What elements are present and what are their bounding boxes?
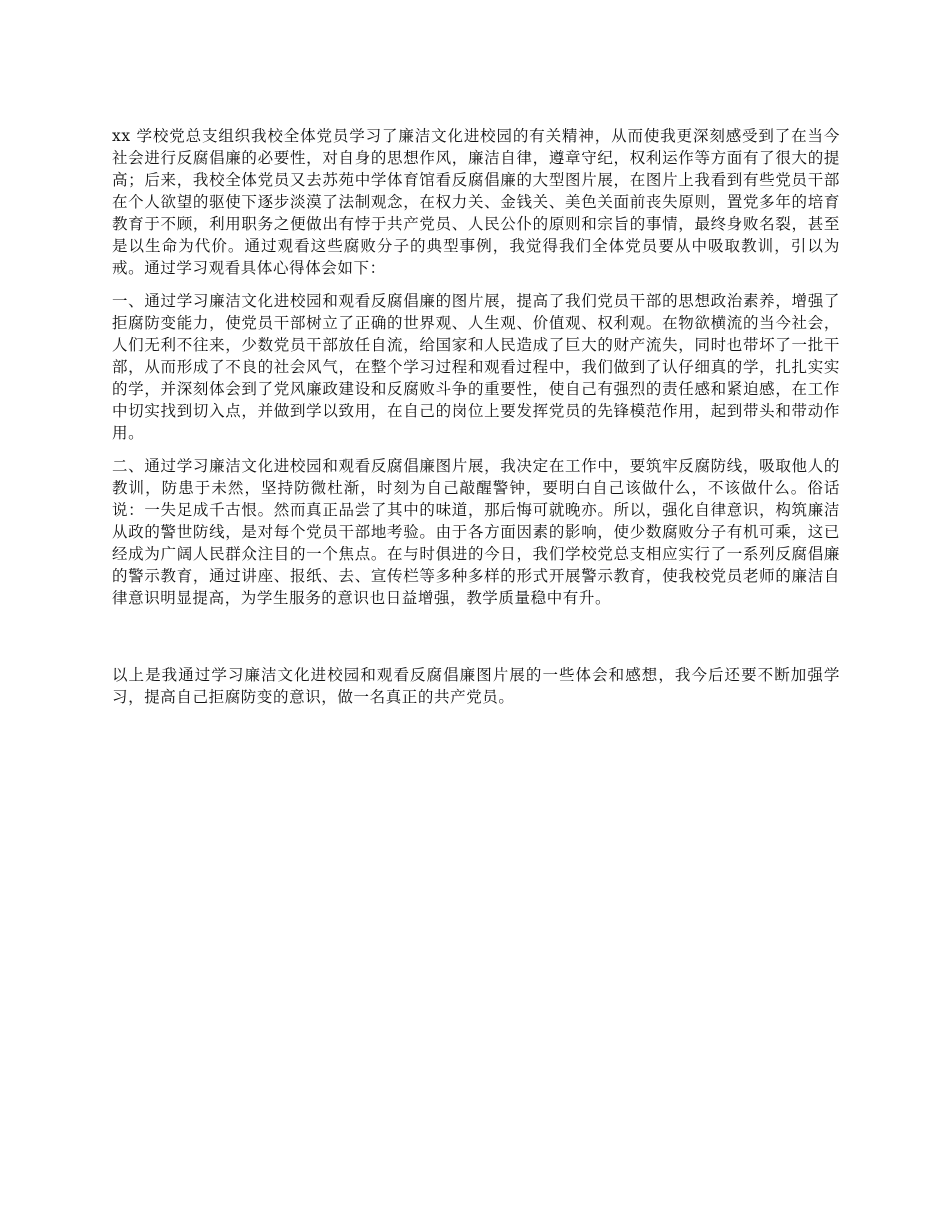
paragraph-point-two: 二、通过学习廉洁文化进校园和观看反腐倡廉图片展，我决定在工作中，要筑牢反腐防线，吸取他人的教训，防患于未然，坚持防微杜渐，时刻为自己敲醒警钟，要明白自己该做什么，不该做什么。俗话说：一失足成千古恨。然而真正品尝了其中的味道，那后悔可就晚亦。所以，强化自律意识，构筑廉洁从政的警世防线，是对每个党员干部地考验。由于各方面因素的影响，使少数腐败分子有机可乘，这已经成为广阔人民群众注目的一个焦点。在与时俱进的今日，我们学校党总支相应实行了一系列反腐倡廉的警示教育，通过讲座、报纸、去、宣传栏等多种多样的形式开展警示教育，使我校党员老师的廉洁自律意识明显提高，为学生服务的意识也日益增强，教学质量稳中有升。 xyxy=(112,457,840,607)
paragraph-spacer xyxy=(112,279,840,290)
paragraph-spacer xyxy=(112,444,840,455)
paragraph-spacer xyxy=(112,609,840,664)
paragraph-intro: xx 学校党总支组织我校全体党员学习了廉洁文化进校园的有关精神，从而使我更深刻感受到了在当今社会进行反腐倡廉的必要性，对自身的思想作风，廉洁自律，遵章守纪，权利运作等方面有了很大的提高；后来，我校全体党员又去苏苑中学体育馆看反腐倡廉的大型图片展，在图片上我看到有些党员干部在个人欲望的驱使下逐步淡漠了法制观念，在权力关、金钱关、美色关面前丧失原则，置党多年的培育教育于不顾，利用职务之便做出有悖于共产党员、人民公仆的原则和宗旨的事情，最终身败名裂，甚至是以生命为代价。通过观看这些腐败分子的典型事例，我觉得我们全体党员要从中吸取教训，引以为戒。通过学习观看具体心得体会如下： xyxy=(112,127,840,277)
paragraph-conclusion: 以上是我通过学习廉洁文化进校园和观看反腐倡廉图片展的一些体会和感想，我今后还要不断加强学习，提高自己拒腐防变的意识，做一名真正的共产党员。 xyxy=(112,666,840,706)
document-body xyxy=(112,125,840,708)
paragraph-point-one: 一、通过学习廉洁文化进校园和观看反腐倡廉的图片展，提高了我们党员干部的思想政治素养，增强了拒腐防变能力，使党员干部树立了正确的世界观、人生观、价值观、权利观。在物欲横流的当今社会，人们无利不往来，少数党员干部放任自流，给国家和人民造成了巨大的财产流失，同时也带坏了一批干部，从而形成了不良的社会风气，在整个学习过程和观看过程中，我们做到了认仔细真的学，扎扎实实的学，并深刻体会到了党风廉政建设和反腐败斗争的重要性，使自己有强烈的责任感和紧迫感，在工作中切实找到切入点，并做到学以致用，在自己的岗位上要发挥党员的先锋模范作用，起到带头和带动作用。 xyxy=(112,292,840,442)
